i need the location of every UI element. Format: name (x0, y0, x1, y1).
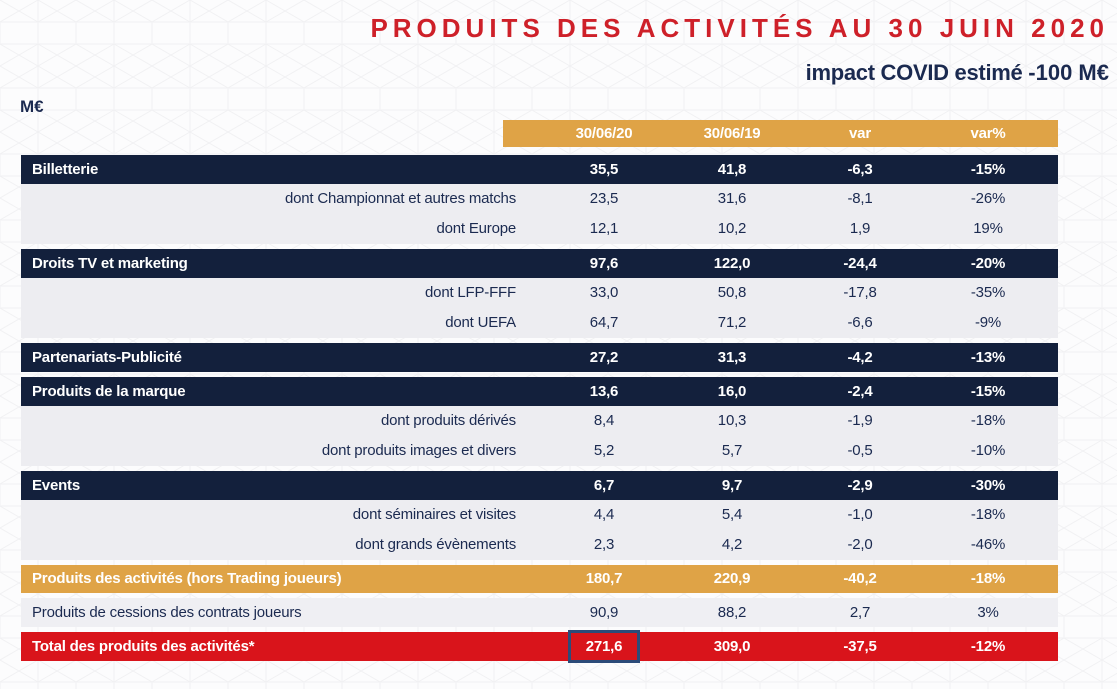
row-value: 10,2 (717, 220, 747, 237)
row-value: -26% (970, 190, 1006, 207)
row-value: 27,2 (589, 349, 619, 366)
table-row (21, 598, 1058, 627)
row-label: Events (32, 477, 80, 494)
row-value: 50,8 (717, 284, 747, 301)
row-value: -17,8 (843, 284, 877, 301)
row-label: dont produits dérivés (380, 412, 516, 429)
table-row (21, 632, 1058, 661)
row-value: 5,2 (593, 442, 615, 459)
row-value: 10,3 (717, 412, 747, 429)
table-row (21, 155, 1058, 184)
row-value: 6,7 (593, 477, 615, 494)
row-value: -13% (970, 349, 1006, 366)
column-header-30-06-20: 30/06/20 (575, 125, 633, 142)
row-value: -18% (970, 506, 1006, 523)
row-value: 271,6 (540, 632, 668, 661)
row-value: -1,0 (847, 506, 873, 523)
table-row (21, 471, 1058, 500)
row-value: 71,2 (717, 314, 747, 331)
row-value: 309,0 (713, 638, 751, 655)
table-row (21, 343, 1058, 372)
row-value: 2,7 (849, 604, 871, 621)
row-value: 12,1 (589, 220, 619, 237)
row-label: dont séminaires et visites (352, 506, 516, 523)
column-header-var: var (849, 125, 871, 142)
row-value: -37,5 (843, 638, 877, 655)
row-value: -9% (974, 314, 1002, 331)
row-value: -18% (970, 570, 1006, 587)
row-label: Billetterie (32, 161, 99, 178)
row-value: -6,6 (847, 314, 873, 331)
row-value: 220,9 (713, 570, 751, 587)
row-label: dont grands évènements (355, 536, 516, 553)
row-value: 9,7 (721, 477, 743, 494)
row-value: 64,7 (589, 314, 619, 331)
subtitle-prefix: impact COVID estimé (805, 60, 1029, 85)
row-value: 33,0 (589, 284, 619, 301)
row-value: -2,0 (847, 536, 873, 553)
covid-impact-value: -100 M€ (1028, 60, 1109, 85)
table-row (21, 406, 1058, 436)
row-value: 5,4 (721, 506, 743, 523)
table-body (21, 155, 1058, 661)
row-label: Droits TV et marketing (32, 255, 188, 272)
row-label: dont LFP-FFF (425, 284, 516, 301)
row-value: 13,6 (589, 383, 619, 400)
page-title: PRODUITS DES ACTIVITÉS AU 30 JUIN 2020 (370, 13, 1109, 43)
row-value: 19% (973, 220, 1003, 237)
row-value: -4,2 (847, 349, 873, 366)
table-row (21, 500, 1058, 530)
row-value: -1,9 (847, 412, 873, 429)
row-value: -24,4 (843, 255, 877, 272)
row-label: Produits de cessions des contrats joueurs (32, 604, 302, 621)
row-value: -0,5 (847, 442, 873, 459)
row-label: Partenariats-Publicité (32, 349, 182, 366)
row-value: 4,4 (593, 506, 615, 523)
row-value: -2,9 (847, 477, 873, 494)
row-label: Total des produits des activités* (32, 638, 255, 655)
row-value: -8,1 (847, 190, 873, 207)
row-value: 97,6 (589, 255, 619, 272)
row-label: dont Championnat et autres matchs (284, 190, 516, 207)
row-value: -30% (970, 477, 1006, 494)
row-value: 31,3 (717, 349, 747, 366)
row-value: 180,7 (585, 570, 623, 587)
row-label: Produits des activités (hors Trading joueurs) (32, 570, 342, 587)
row-value: 23,5 (589, 190, 619, 207)
row-value: 8,4 (593, 412, 615, 429)
table-row (21, 214, 1058, 244)
row-value: -35% (970, 284, 1006, 301)
row-label: Produits de la marque (32, 383, 186, 400)
row-value: 41,8 (717, 161, 747, 178)
row-value: 3% (977, 604, 999, 621)
row-value: 122,0 (713, 255, 751, 272)
row-label: dont produits images et divers (321, 442, 516, 459)
row-label: dont UEFA (445, 314, 516, 331)
table-row (21, 377, 1058, 406)
column-header-var-pct: var% (970, 125, 1006, 142)
table-row (21, 278, 1058, 308)
table-row (21, 530, 1058, 560)
row-value: -20% (970, 255, 1006, 272)
revenue-table (21, 120, 1058, 661)
table-row (21, 184, 1058, 214)
row-value: 2,3 (593, 536, 615, 553)
highlight-box (568, 630, 640, 663)
row-value: -46% (970, 536, 1006, 553)
row-value: 90,9 (589, 604, 619, 621)
row-value: 35,5 (589, 161, 619, 178)
covid-impact-subtitle (806, 60, 1109, 86)
row-value: -15% (970, 383, 1006, 400)
table-row (21, 308, 1058, 338)
table-row (21, 565, 1058, 593)
row-value: 1,9 (849, 220, 871, 237)
row-value: 88,2 (717, 604, 747, 621)
row-value: -40,2 (843, 570, 877, 587)
row-value: -15% (970, 161, 1006, 178)
unit-label: M€ (20, 97, 44, 116)
table-header-row (503, 120, 1058, 147)
row-label: dont Europe (436, 220, 516, 237)
table-row (21, 249, 1058, 278)
row-value: 31,6 (717, 190, 747, 207)
row-value: -12% (970, 638, 1006, 655)
row-value: -10% (970, 442, 1006, 459)
row-value: -6,3 (847, 161, 873, 178)
row-value: 4,2 (721, 536, 743, 553)
column-header-30-06-19: 30/06/19 (703, 125, 761, 142)
row-value: -18% (970, 412, 1006, 429)
row-value: 16,0 (717, 383, 747, 400)
table-row (21, 436, 1058, 466)
row-value: 5,7 (721, 442, 743, 459)
row-value: -2,4 (847, 383, 873, 400)
